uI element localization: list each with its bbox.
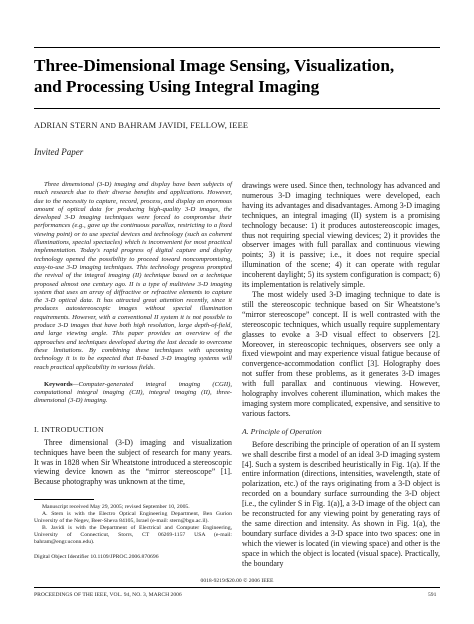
paper-type-label: Invited Paper [34,147,84,157]
page-number: 591 [428,592,437,598]
paper-title-line-1: Three-Dimensional Image Sensing, Visualization, [34,56,395,75]
body-paragraph: The most widely used 3-D imaging technique to date is still the stereoscopic technique based on Sir Wheatstone’s “mirror stereoscope” concept. II is well contrasted with the stereoscopic techniques, which usually require supplementary glasses to evoke a 3-D visual effect to observers [2]. Moreover, in stereoscopic techniques, observers see only a fixed viewpoint and may experience visual fatigue because of convergence-accommodation conflict [3]. Holography does not suffer from these problems, as it generates 3-D images with full parallax and continuous viewing. However, holography involves coherent illumination, which makes the imaging system more complicated, expensive, and sensitive to various factors. [242,289,440,418]
author-affiliation-suffix: , FELLOW, IEEE [185,121,249,130]
issn-copyright: 0018-9219/$20.00 © 2006 IEEE [200,578,274,584]
footnote-rule [34,499,94,500]
paper-title [34,55,454,97]
author-name: BAHRAM JAVIDI [118,121,186,130]
author-name: ADRIAN STERN [34,121,98,130]
author-conjunction: AND [99,122,117,130]
left-column [34,181,232,561]
footer-rule [34,587,440,588]
keywords-heading: Keywords [44,380,73,388]
journal-footer: PROCEEDINGS OF THE IEEE, VOL. 94, NO. 3, MARCH 2006 [34,592,182,598]
title-rule [34,108,440,109]
subsection-heading: A. Principle of Operation [242,426,322,436]
digital-object-identifier: Digital Object Identifier 10.1109/JPROC.2006.870696 [34,554,159,561]
body-paragraph: drawings were used. Since then, technology has advanced and numerous 3-D imaging techniques were developed, each having its advantages and disadvantages. Among 3-D imaging techniques, an integral imaging (II) system is a promising technology because: 1) it produces autostereoscopic images, thus not requiring special viewing devices; 2) it provides the observer images with full parallax and continuous viewing points; 3) it is passive; i.e., it does not require special illumination of the scene; 4) it can operate with regular incoherent daylight; 5) its system configuration is compact; 6) its implementation is relatively simple. [242,181,440,290]
keywords: Keywords—Computer-generated integral imaging (CGII), computational integral imaging (CII), integral imaging (II), three-dimensional (3-D) imaging. [34,380,232,405]
body-paragraph: Three dimensional (3-D) imaging and visualization techniques have been the subject of research for many years. It was in 1828 when Sir Wheatstone introduced a stereoscopic viewing device known as the “mirror stereoscope” [1]. Because photography was unknown at the time, [34,437,232,487]
paper-title-line-2: and Processing Using Integral Imaging [34,77,320,96]
footnote-author-javidi: B. Javidi is with the Department of Electrical and Computer Engineering, University of Connecticut, Storrs, CT 06269-1157 USA (e-mail: bahram@engr.uconn.edu). [34,525,232,546]
footnote-author-stern: A. Stern is with the Electro Optical Engineering Department, Ben Gurion University of the Negev, Beer-Sheva 84105, Israel (e-mail: stern@bgu.ac.il). [34,511,232,525]
body-paragraph: Before describing the principle of operation of an II system we shall describe first a model of an ideal 3-D imaging system [4]. Such a system is described heuristically in Fig. 1(a). If the entire information (directions, intensities, wavelength, state of polarization, etc.) of the rays originating from a 3-D object is recorded on a boundary surface surrounding the 3-D object [i.e., the cylinder S in Fig. 1(a)], a 3-D image of the object can be reconstructed for any viewing point by generating rays of the same direction and intensity. As shown in Fig. 1(a), the boundary surface divides a 3-D space into two spaces: one in which the viewer is located (in viewing space) and other is the space in which the object is located (visual space). Practically, the boundary [242,439,440,568]
author-line [34,121,248,130]
footnote-received: Manuscript received May 29, 2005; revised September 10, 2005. [42,504,190,511]
abstract: Three dimensional (3-D) imaging and display have been subjects of much research due to their diverse benefits and applications. However, due to the necessity to capture, record, process, and display an enormous amount of optical data for producing high-quality 3-D images, the developed 3-D imaging techniques were forced to compromise their performances (e.g., gave up the continuous parallax, restricting to a fixed viewing point) or to use special devices and technology (such as coherent illuminations, special spectacles) which is inconvenient for most practical implementation. Today's rapid progress of digital capture and display technology opened the possibility to proceed toward noncompromising, easy-to-use 3-D imaging techniques. This technology progress prompted the revival of the integral imaging (II) technique based on a technique proposed almost one century ago. II is a type of multiview 3-D imaging system that uses an array of diffractive or refractive elements to capture the 3-D optical data. It has attracted great attention recently, since it produces autostereoscopic images without special illumination requirements. However, with a conventional II system it is not possible to produce 3-D images that have both high resolution, large depth-of-field, and large viewing angle. This paper provides an overview of the approaches and techniques developed during the last decade to overcome these limitations. By combining these techniques with upcoming technology it is to be expected that II-based 3-D imaging systems will reach practical applicability in various fields. [34,181,232,371]
section-heading: I. INTRODUCTION [34,424,104,434]
keywords-text: Computer-generated integral imaging (CGII), computational integral imaging (CII), integral imaging (II), three-dimensional (3-D) imaging. [34,380,232,405]
top-rule [34,47,440,48]
right-column [242,181,440,569]
